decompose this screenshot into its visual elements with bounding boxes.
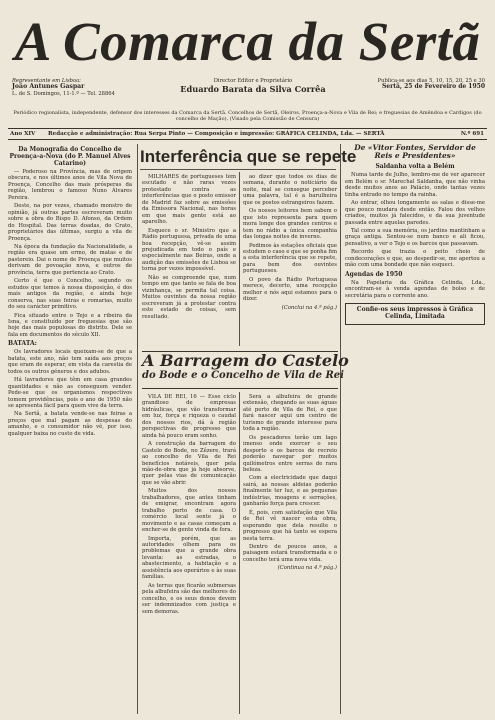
paragraph: Na Sertã, a batata vende-se nas feiras a preços que mal pagam as despesas do amanho, e o consumidor não vê, por isso, qualquer baixa no custo de vida.	[8, 411, 132, 437]
paragraph: Com a electricidade que daqui sairá, as nossas aldeias poderão finalmente ter luz, e as pequenas indústrias, moagens e serrações, ganharão força para crescer.	[243, 475, 337, 508]
paragraph: MILHARES de portugueses têm escutado e não raras vezes protestado contra as interferências que o posto emissor de Madrid faz sobre as emissões da Emissora Nacional, nas horas em que mais gente está ao aparelho.	[142, 174, 236, 226]
tagline: Periódico regionalista, independente, defensor dos interesses da Comarca da Sertã. Concelhos de Sertã, Oleiros, Proença-a-Nova e Vila de Rei; e freguesias de Amêndoa e Cardigos (do concelho de Mação). (Visado pela Comissão de Censura)	[13, 110, 482, 122]
paragraph: Muitos dos nossos trabalhadores, que antes tinham de emigrar, encontram agora trabalho perto de casa. O comércio local sente já o movimento e as casas começam a encher-se de gente vinda de fora.	[142, 488, 236, 534]
column-rule	[137, 144, 138, 714]
masthead	[8, 6, 487, 78]
info-bar	[8, 128, 487, 140]
paragraph: — Poderoso na Província, mas de origem obscura, e nos últimos anos de Vila Nova de Proença, Concelho das mais prósperas da região, lembrou o famoso Nuno Álvares Pereira.	[8, 169, 132, 201]
paragraph: Pedimos às estações oficiais que estudem o caso e que se ponha fim a esta interferência que se repete, para bem dos ouvintes portugueses.	[243, 242, 337, 275]
advert-text: Confie-os seus impressos à Gráfica Celinda, Limitada	[356, 306, 474, 321]
paragraph: As terras que ficarão submersas pela albufeira são das melhores do concelho, e os seus donos devem ser indemnizados com justiça e sem demoras.	[142, 582, 236, 615]
admin-address: Redacção e administração: Rua Serpa Pinto — Composição e impressão:	[48, 131, 275, 137]
paragraph: Fica situado entre o Tejo e a ribeira da Isna, e constituído por freguesias que são hoje das mais populosas do distrito. Dele se fala em documentos do século XII.	[8, 312, 132, 338]
headline-barragem: A Barragem do Castelo	[142, 351, 349, 370]
paragraph: O povo da Rádio Portuguesa merece, decerto, uma recepção melhor e nós aqui estamos para o dizer.	[243, 276, 337, 303]
headline-box-barragem	[142, 351, 349, 389]
paragraph: ao dizer que todos os dias de semana, durante o noticiário da noite, mal se consegue perceber uma palavra, tal é a barulheira que os postos estrangeiros fazem.	[243, 174, 337, 206]
paragraph: Na época da fundação da Nacionalidade, a região era quase um ermo, de matas e de pastoreio. Dai o nome de Proença que muitos derivam de povoação nova, e outros de província, terra que pertencia ao Crato.	[8, 243, 132, 276]
publication-info	[335, 78, 485, 91]
issue-year: Ano XIV	[10, 131, 36, 137]
paragraph: VILA DE REI, 16 — Esse ciclo grandioso de empresas hidráulicas, que vão transformar em luz, força e riqueza o caudal dos nossos rios, dá à região perspectivas de progresso que ainda há pouco eram sonho.	[142, 394, 236, 439]
representative-name: João Antunes Gaspar	[12, 83, 85, 91]
paragraph: Ao entrar, olhou longamente as salas e disse-me que pouco mudara desde então. Falou dos velhos criados, muitos já falecidos, e da sua juventude passada entre aquelas paredes.	[345, 200, 485, 226]
column-rule	[239, 172, 240, 346]
column-vitor-fontes	[345, 144, 485, 714]
director-label: Director Editor e Proprietário	[213, 78, 293, 84]
column-rule	[239, 392, 240, 714]
director	[168, 78, 338, 94]
paragraph: Os nossos leitores bem sabem o que isto representa para quem mora longe dos grandes centros e tem no rádio a única companhia das longas noites de inverno.	[243, 208, 337, 241]
column-rule	[340, 144, 341, 714]
paragraph: Recordo que trazia o peito cheio de condecorações e que, ao despedir-se, me apertou a mão com uma bondade que não esqueci.	[345, 249, 485, 269]
headline-rule	[140, 169, 336, 170]
paragraph: Dentro de poucos anos, a paisagem estará transformada e o concelho terá uma nova vida.	[243, 543, 337, 563]
advert-box	[345, 303, 485, 325]
subheadline-barragem: do Bode e o Concelho de Vila de Rei	[142, 370, 344, 381]
paragraph: Esquece o sr. Ministro que a Rádio portuguesa, privada de uma boa recepção, vê-se assim prejudicada em todo o país e especialmente nas Beiras, onde a audição das emissões de Lisboa se torna por vezes impossível.	[142, 227, 236, 273]
paragraph: Não se compreende que, num tempo em que tanto se fala de boa vizinhança, se permita tal coisa. Muitos ouvintes da nossa região escreveram já a protestar contra este estado de coisas, sem resultado.	[142, 274, 236, 320]
paragraph: Há lavradores que têm em casa grandes quantidades e não as conseguem vender. Pede-se que os organismos respectivos tomem providências, pois o ano de 1950 não se apresenta fácil para quem vive da terra.	[8, 377, 132, 409]
column-monografia	[8, 144, 132, 714]
paragraph: Os lavradores locais queixam-se de que a batata, este ano, não tem saída aos preços que eram de esperar, em vista da carestia de todos os outros géneros e dos adubos.	[8, 349, 132, 375]
article-heading-vitor-fontes: De «Vitor Fontes, Servidor de Reis e Presidentes»	[354, 144, 476, 161]
paragraph: Certo é que o Concelho, segundo os estudos que temos à nossa disposição, é dos mais antigos da região, e ainda hoje conserva, nas suas feiras e romarias, muito do seu carácter primitivo.	[8, 278, 132, 311]
article-heading-batata: BATATA:	[8, 340, 37, 348]
paragraph: Tal como a sua memória, os jardins mantinham a graça antiga. Sentou-se num banco e ali ficou, pensativo, a ver o Tejo e os barcos que passavam.	[345, 228, 485, 247]
article-heading-agendas: Agendas de 1950	[345, 270, 403, 278]
publication-days: Publica-se aos dias 5, 10, 15, 20, 25 e 30	[377, 78, 485, 84]
publication-date: Sertã, 25 de Fevereiro de 1950	[381, 83, 485, 91]
column-interferencia-left	[142, 174, 236, 346]
continuation-note: (Conclui na 4.ª pág.)	[281, 304, 337, 311]
paragraph: Numa tarde de Julho, lembro-me de ver aparecer em Belém o sr. Marechal Saldanha, que não vinha desde muitos anos ao Palácio, onde tantas vezes tinha entrado no tempo da rainha.	[345, 172, 485, 198]
column-barragem-left	[142, 394, 236, 712]
paragraph: Deste, na por vezes, chamado monstro de opinião, já outras partes escreveram muito sobre a obra do Bispo D. Afonso, da Ordem do Hospital. Das terras doadas, do Crato, proprietários das últimas, surgiu a vila de Proença.	[8, 203, 132, 242]
newspaper-page	[8, 6, 487, 714]
headline-interferencia: Interferência que se repete	[140, 147, 357, 166]
representative-label: Representante em Lisboa:	[12, 78, 81, 84]
paragraph: Na Papelaria da Gráfica Celinda, Lda., encontram-se à venda agendas de bolso e de secretária para o corrente ano.	[345, 279, 485, 299]
newspaper-title: A Comarca da Sertã	[14, 11, 481, 72]
paragraph: Será a albufeira de grande extensão, chegando as suas águas até perto de Vila de Rei, o que fará nascer aqui um centro de turismo de grande interesse para toda a região.	[243, 394, 337, 433]
column-barragem-right	[243, 394, 337, 712]
paragraph: É, pois, com satisfação que Vila de Rei vê nascer esta obra, esperando que dela resulte o progresso que há tanto se espera nesta terra.	[243, 509, 337, 542]
representative	[12, 78, 142, 97]
representative-address: L. de S. Domingos, 11-1.º — Tel. 28864	[12, 90, 115, 97]
paragraph: Os pescadores terão um lago imenso onde exercer o seu desporto e os barcos de recreio poderão navegar por muitos quilómetros entre serras de rara beleza.	[243, 434, 337, 473]
paragraph: A construção da barragem do Castelo do Bode, no Zêzere, trará ao concelho de Vila de Rei benefícios notáveis, quer pela mão-de-obra que já hoje absorve, quer pelas vias de comunicação que se vão abrir.	[142, 441, 236, 486]
article-subheading-saldanha: Saldanha volta a Belém	[375, 163, 455, 171]
paragraph: Importa, porém, que as autoridades olhem para os problemas que a grande obra levanta: as estradas, o abastecimento, a habitação e a assistência aos operários e às suas famílias.	[142, 535, 236, 581]
printer: GRÁFICA CELINDA, Lda. — SERTÃ	[276, 131, 385, 137]
column-interferencia-right	[243, 174, 337, 346]
continuation-note: (Continua na 4.ª pág.)	[277, 565, 337, 572]
issue-number: N.º 691	[460, 131, 484, 137]
article-heading-monografia: Da Monografia do Concelho de Proença-a-Nova (do P. Manuel Alves Catarino)	[9, 146, 131, 167]
masthead-info	[8, 78, 487, 110]
director-name: Eduardo Barata da Silva Corrêa	[180, 84, 326, 95]
